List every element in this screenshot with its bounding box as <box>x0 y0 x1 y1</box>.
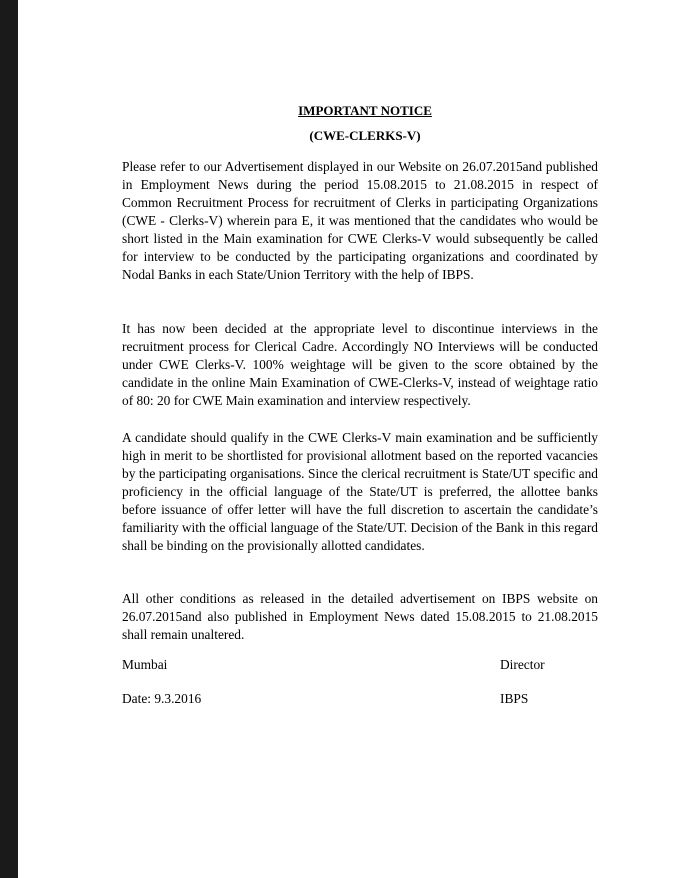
paragraph: Please refer to our Advertisement displayed in our Website on 26.07.2015and published in Employment News during the period 15.08.2015 to 21.08.2015 in respect of Common Recruitment Process for recruitment of Clerks in participating Organizations (CWE - Clerks-V) wherein para E, it was mentioned that the candidates who would be short listed in the Main examination for CWE Clerks-V would subsequently be called for interview to be conducted by the participating organizations and coordinated by Nodal Banks in each State/Union Territory with the help of IBPS. <box>122 159 598 282</box>
paragraph: All other conditions as released in the detailed advertisement on IBPS website on 26.07.2015and also published in Employment News dated 15.08.2015 to 21.08.2015 shall remain unaltered. <box>122 591 598 642</box>
paragraph: A candidate should qualify in the CWE Clerks-V main examination and be sufficiently high in merit to be shortlisted for provisional allotment based on the reported vacancies by the participating organisations. Since the clerical recruitment is State/UT specific and proficiency in the official language of the State/UT is preferred, the allottee banks before issuance of offer letter will have the full discretion to ascertain the candidate’s familiarity with the official language of the State/UT. Decision of the Bank in this regard shall be binding on the provisionally allotted candidates. <box>122 430 598 553</box>
signature-organization: IBPS <box>500 691 529 706</box>
notice-title: IMPORTANT NOTICE <box>298 103 432 118</box>
document-page <box>18 0 688 878</box>
notice-subtitle: (CWE-CLERKS-V) <box>309 128 421 143</box>
signature-designation: Director <box>500 657 545 672</box>
signature-city: Mumbai <box>122 657 168 672</box>
signature-date: Date: 9.3.2016 <box>122 691 202 706</box>
paragraph: It has now been decided at the appropriate level to discontinue interviews in the recruitment process for Clerical Cadre. Accordingly NO Interviews will be conducted under CWE Clerks-V. 100% weightage will be given to the score obtained by the candidate in the online Main Examination of CWE-Clerks-V, instead of weightage ratio of 80: 20 for CWE Main examination and interview respectively. <box>122 321 598 408</box>
